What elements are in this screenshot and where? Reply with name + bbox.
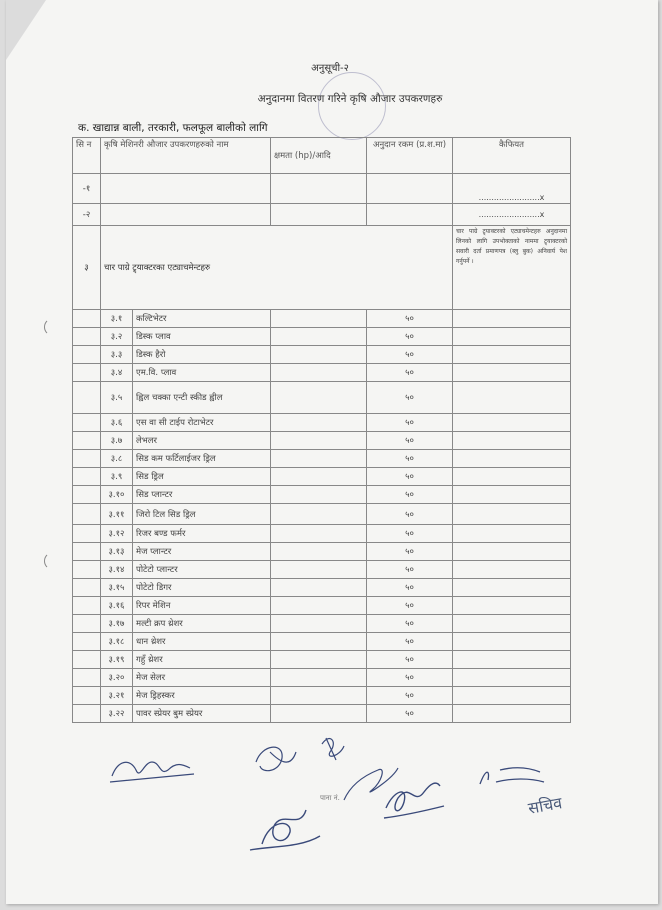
row-rate: ५० xyxy=(367,468,453,486)
equipment-table xyxy=(72,137,571,723)
row-blank xyxy=(73,346,101,364)
row-sn: ३.६ xyxy=(101,414,133,432)
row-capacity xyxy=(271,669,367,687)
row-remark xyxy=(453,414,571,432)
row-blank xyxy=(73,382,101,414)
row-capacity xyxy=(271,174,367,204)
row-capacity xyxy=(271,310,367,328)
row-rate: ५० xyxy=(367,450,453,468)
row-capacity xyxy=(271,543,367,561)
row-remark xyxy=(453,561,571,579)
row-sn: ३.२ xyxy=(101,328,133,346)
table-row xyxy=(73,382,571,414)
row-remark xyxy=(453,504,571,525)
row-blank xyxy=(73,328,101,346)
row-sn: ३.१४ xyxy=(101,561,133,579)
row-remark xyxy=(453,597,571,615)
table-row xyxy=(73,579,571,597)
row-rate: ५० xyxy=(367,597,453,615)
row-sn: ३.१५ xyxy=(101,579,133,597)
table-row xyxy=(73,633,571,651)
row-sn: ३.१ xyxy=(101,310,133,328)
row-name: पोटेटो प्लान्टर xyxy=(133,561,271,579)
row-blank xyxy=(73,579,101,597)
row-rate: ५० xyxy=(367,525,453,543)
row-name: सिड कम फर्टिलाईजर ड्रिल xyxy=(133,450,271,468)
group-sn: ३ xyxy=(73,226,101,310)
row-capacity xyxy=(271,450,367,468)
page-number-label: पाना नं. xyxy=(320,794,340,802)
office-seal xyxy=(318,72,386,140)
row-rate xyxy=(367,174,453,204)
row-capacity xyxy=(271,504,367,525)
row-remark xyxy=(453,543,571,561)
row-sn: ३.७ xyxy=(101,432,133,450)
row-sn: ३.२० xyxy=(101,669,133,687)
secretary-signature-label: सचिव xyxy=(526,793,564,818)
row-name: जिरो टिल सिड ड्रिल xyxy=(133,504,271,525)
row-rate: ५० xyxy=(367,651,453,669)
col-capacity-header: क्षमता (hp)/आदि xyxy=(271,138,367,174)
table-row xyxy=(73,204,571,226)
row-name: मेज ड्रिहस्कर xyxy=(133,687,271,705)
table-row xyxy=(73,414,571,432)
row-blank xyxy=(73,468,101,486)
table-row xyxy=(73,543,571,561)
row-name: गहुँ थ्रेशर xyxy=(133,651,271,669)
row-remark xyxy=(453,346,571,364)
row-sn: ३.१० xyxy=(101,486,133,504)
punch-hole-mark xyxy=(44,318,62,336)
row-name: मेज प्लान्टर xyxy=(133,543,271,561)
table-row xyxy=(73,687,571,705)
row-blank xyxy=(73,432,101,450)
col-rate-header: अनुदान रकम (प्र.श.मा) xyxy=(367,138,453,174)
table-row xyxy=(73,174,571,204)
row-sn: -२ xyxy=(73,204,101,226)
row-sn: ३.३ xyxy=(101,346,133,364)
row-capacity xyxy=(271,687,367,705)
table-header-row xyxy=(73,138,571,174)
row-remark xyxy=(453,525,571,543)
row-remark xyxy=(453,633,571,651)
row-capacity xyxy=(271,561,367,579)
row-rate: ५० xyxy=(367,382,453,414)
row-remark xyxy=(453,651,571,669)
row-blank xyxy=(73,486,101,504)
row-rate: ५० xyxy=(367,561,453,579)
group-name: चार पाग्रे ट्र्याक्टरका एट्याचमेन्टहरु xyxy=(101,226,453,310)
row-sn: ३.८ xyxy=(101,450,133,468)
table-row xyxy=(73,669,571,687)
row-name: मेज सेलर xyxy=(133,669,271,687)
table-row xyxy=(73,450,571,468)
row-capacity xyxy=(271,204,367,226)
row-sn: ३.१६ xyxy=(101,597,133,615)
row-capacity xyxy=(271,651,367,669)
row-name xyxy=(101,174,271,204)
row-remark: ........................x xyxy=(453,174,571,204)
row-blank xyxy=(73,414,101,432)
row-name: ह्विल चक्का एन्टी स्कीड ह्वील xyxy=(133,382,271,414)
row-sn: ३.९ xyxy=(101,468,133,486)
annex-label: अनुसूची-२ xyxy=(311,63,349,74)
row-blank xyxy=(73,705,101,723)
row-blank xyxy=(73,633,101,651)
table-row xyxy=(73,346,571,364)
document-title: अनुदानमा वितरण गरिने कृषि औजार उपकरणहरु xyxy=(257,93,443,105)
table-row xyxy=(73,432,571,450)
row-rate: ५० xyxy=(367,669,453,687)
row-capacity xyxy=(271,328,367,346)
row-blank xyxy=(73,651,101,669)
row-remark xyxy=(453,382,571,414)
row-blank xyxy=(73,525,101,543)
table-row xyxy=(73,561,571,579)
table-row xyxy=(73,504,571,525)
row-blank xyxy=(73,364,101,382)
table-row xyxy=(73,310,571,328)
row-name: मल्टी क्रप थ्रेशर xyxy=(133,615,271,633)
table-row xyxy=(73,525,571,543)
row-sn: ३.१८ xyxy=(101,633,133,651)
group-row xyxy=(73,226,571,310)
row-rate: ५० xyxy=(367,346,453,364)
row-rate: ५० xyxy=(367,432,453,450)
row-blank xyxy=(73,669,101,687)
row-sn: -१ xyxy=(73,174,101,204)
row-blank xyxy=(73,615,101,633)
row-rate: ५० xyxy=(367,310,453,328)
row-remark xyxy=(453,310,571,328)
row-capacity xyxy=(271,468,367,486)
row-rate: ५० xyxy=(367,543,453,561)
row-remark xyxy=(453,579,571,597)
row-rate: ५० xyxy=(367,633,453,651)
row-rate xyxy=(367,204,453,226)
section-heading: क. खाद्यान्न बाली, तरकारी, फलफूल बालीको लागि xyxy=(78,122,268,134)
table-row xyxy=(73,486,571,504)
row-blank xyxy=(73,450,101,468)
row-name: सिड ड्रिल xyxy=(133,468,271,486)
table-row xyxy=(73,651,571,669)
row-remark xyxy=(453,615,571,633)
table-row xyxy=(73,705,571,723)
row-capacity xyxy=(271,414,367,432)
row-rate: ५० xyxy=(367,364,453,382)
col-remarks-header: कैफियत xyxy=(453,138,571,174)
row-sn: ३.१३ xyxy=(101,543,133,561)
row-name: कल्टिभेटर xyxy=(133,310,271,328)
row-remark xyxy=(453,328,571,346)
row-blank xyxy=(73,543,101,561)
table-row xyxy=(73,615,571,633)
row-rate: ५० xyxy=(367,705,453,723)
row-blank xyxy=(73,504,101,525)
row-sn: ३.५ xyxy=(101,382,133,414)
row-capacity xyxy=(271,597,367,615)
row-name: डिस्क हैरो xyxy=(133,346,271,364)
row-name xyxy=(101,204,271,226)
row-sn: ३.१२ xyxy=(101,525,133,543)
row-sn: ३.४ xyxy=(101,364,133,382)
table-row xyxy=(73,328,571,346)
row-rate: ५० xyxy=(367,615,453,633)
table-row xyxy=(73,597,571,615)
row-name: लेभलर xyxy=(133,432,271,450)
row-sn: ३.१९ xyxy=(101,651,133,669)
row-remark xyxy=(453,687,571,705)
row-remark xyxy=(453,486,571,504)
row-remark xyxy=(453,705,571,723)
row-remark: ........................x xyxy=(453,204,571,226)
row-blank xyxy=(73,310,101,328)
row-blank xyxy=(73,687,101,705)
row-rate: ५० xyxy=(367,328,453,346)
row-name: धान थ्रेशर xyxy=(133,633,271,651)
row-remark xyxy=(453,432,571,450)
row-rate: ५० xyxy=(367,579,453,597)
row-blank xyxy=(73,561,101,579)
row-rate: ५० xyxy=(367,486,453,504)
row-capacity xyxy=(271,432,367,450)
page-fold xyxy=(6,0,46,60)
row-name: पावर स्प्रेयर बुम स्प्रेयर xyxy=(133,705,271,723)
punch-hole-mark xyxy=(44,552,62,570)
row-rate: ५० xyxy=(367,414,453,432)
row-capacity xyxy=(271,633,367,651)
table-row xyxy=(73,364,571,382)
row-capacity xyxy=(271,364,367,382)
row-blank xyxy=(73,597,101,615)
row-capacity xyxy=(271,346,367,364)
row-capacity xyxy=(271,579,367,597)
row-name: पोटेटो डिगर xyxy=(133,579,271,597)
col-sn-header: सि न xyxy=(73,138,101,174)
row-sn: ३.१७ xyxy=(101,615,133,633)
row-capacity xyxy=(271,382,367,414)
row-capacity xyxy=(271,615,367,633)
row-sn: ३.११ xyxy=(101,504,133,525)
group-remark: चार पाग्रे ट्र्याक्टरको एट्याचमेन्टहरु अनुदानमा लिनको लागि उपभोक्ताको नाममा ट्र्याक्टरको सवारी दर्ता प्रमाणपत्र (ब्लु बुक) अनिवार्य पेश गर्नुपर्ने । xyxy=(453,226,571,310)
row-remark xyxy=(453,669,571,687)
row-sn: ३.२१ xyxy=(101,687,133,705)
row-name: डिस्क प्लाव xyxy=(133,328,271,346)
row-remark xyxy=(453,364,571,382)
row-capacity xyxy=(271,486,367,504)
row-name: रिजर बण्ड फर्मर xyxy=(133,525,271,543)
row-name: एम.वि. प्लाव xyxy=(133,364,271,382)
row-name: रिपर मेशिन xyxy=(133,597,271,615)
row-remark xyxy=(453,450,571,468)
row-rate: ५० xyxy=(367,504,453,525)
table-row xyxy=(73,468,571,486)
row-sn: ३.२२ xyxy=(101,705,133,723)
row-name: एस वा सी टाईप रोटाभेटर xyxy=(133,414,271,432)
row-remark xyxy=(453,468,571,486)
row-name: सिड प्लान्टर xyxy=(133,486,271,504)
col-name-header: कृषि मेशिनरी औजार उपकरणहरुको नाम xyxy=(101,138,271,174)
row-rate: ५० xyxy=(367,687,453,705)
row-capacity xyxy=(271,525,367,543)
row-capacity xyxy=(271,705,367,723)
